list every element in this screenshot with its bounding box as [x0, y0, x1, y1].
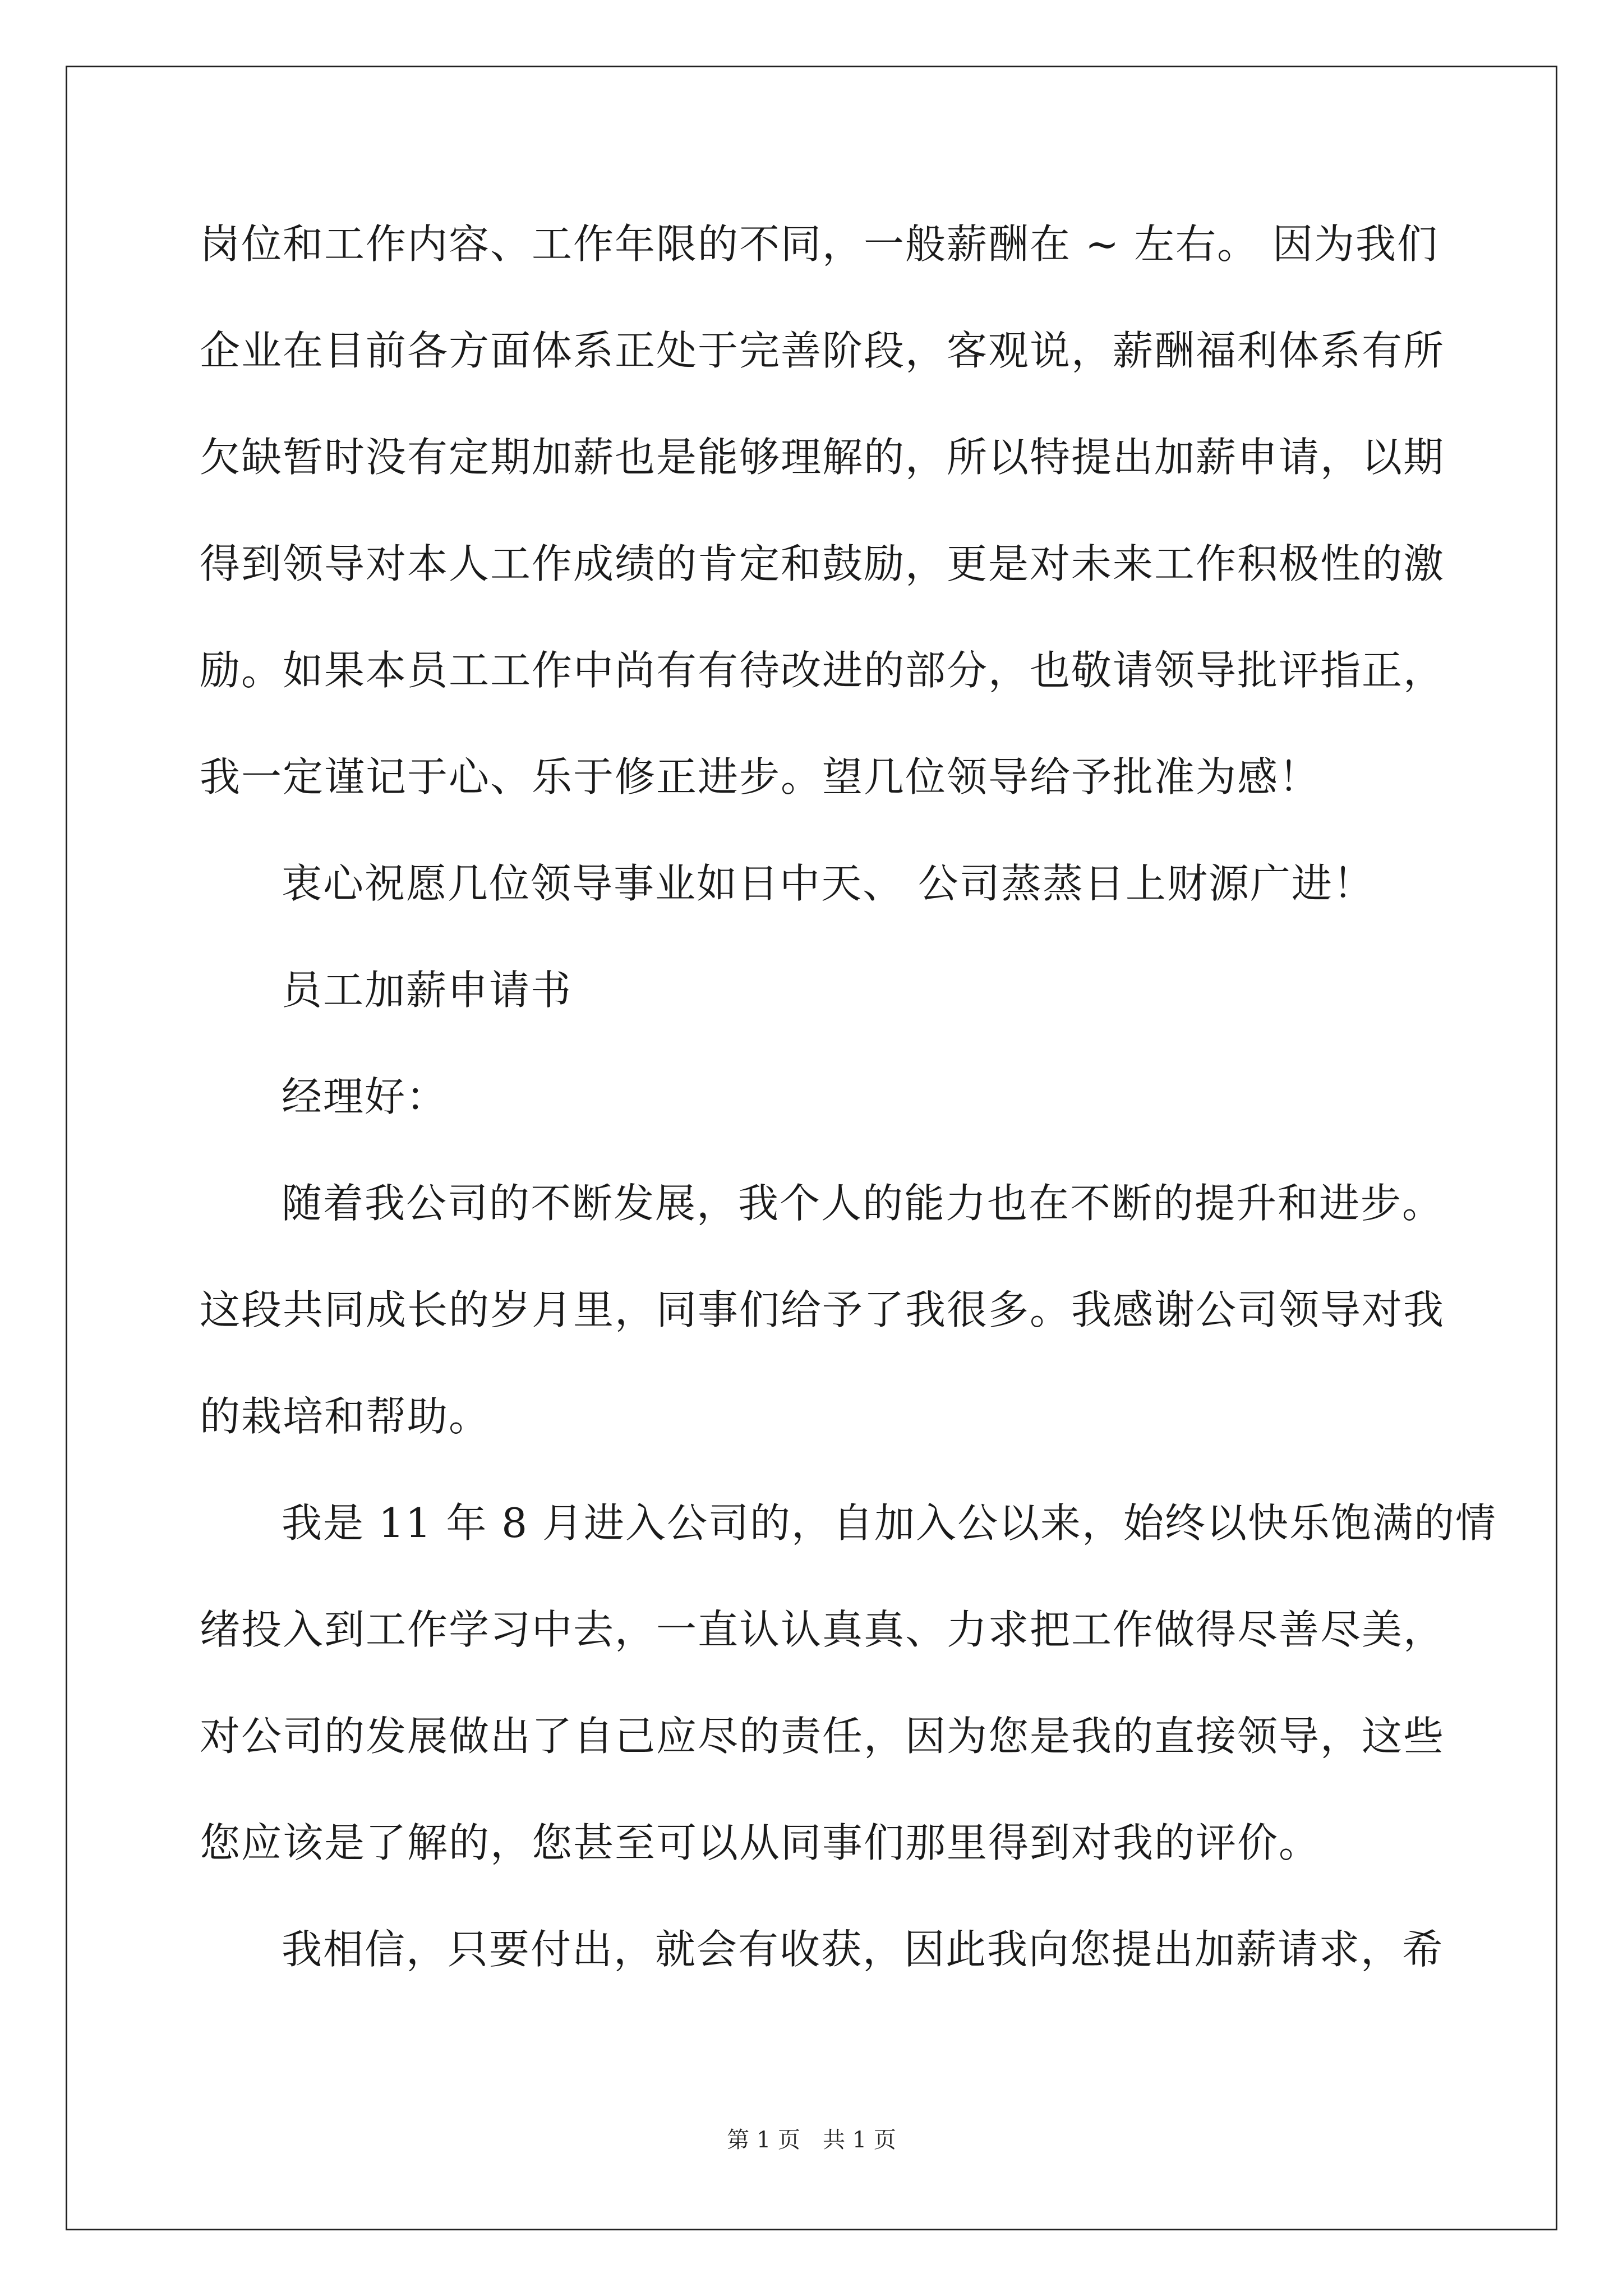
text-line: 的栽培和帮助。 [200, 1393, 491, 1440]
text-line: 这段共同成长的岁月里，同事们给予了我很多。我感谢公司领导对我 [200, 1286, 1445, 1333]
text-line: 衷心祝愿几位领导事业如日中天、 公司蒸蒸日上财源广进！ [282, 860, 1375, 907]
text-line: 随着我公司的不断发展，我个人的能力也在不断的提升和进步。 [282, 1180, 1444, 1227]
text-line: 岗位和工作内容、工作年限的不同，一般薪酬在 ~ 左右。 因为我们 [200, 220, 1438, 268]
text-line: 对公司的发展做出了自己应尽的责任，因为您是我的直接领导，这些 [200, 1713, 1445, 1760]
text-line: 绪投入到工作学习中去，一直认认真真、力求把工作做得尽善尽美， [200, 1606, 1445, 1653]
text-line: 我是 11 年 8 月进入公司的，自加入公以来，始终以快乐饱满的情 [282, 1499, 1497, 1547]
text-line: 您应该是了解的，您甚至可以从同事们那里得到对我的评价。 [200, 1819, 1321, 1866]
text-line: 我相信，只要付出，就会有收获，因此我向您提出加薪请求，希 [282, 1926, 1444, 1973]
page-footer [0, 2126, 1623, 2154]
page-number: 第 1 页 [727, 2127, 800, 2153]
page-border [66, 66, 1557, 2230]
text-line: 我一定谨记于心、乐于修正进步。望几位领导给予批准为感！ [200, 753, 1321, 800]
text-line: 得到领导对本人工作成绩的肯定和鼓励，更是对未来工作积极性的激 [200, 540, 1445, 587]
section-heading: 员工加薪申请书 [282, 967, 573, 1014]
text-line: 励。如果本员工工作中尚有有待改进的部分，也敬请领导批评指正， [200, 647, 1445, 694]
text-line: 企业在目前各方面体系正处于完善阶段，客观说，薪酬福利体系有所 [200, 327, 1445, 374]
salutation: 经理好： [282, 1073, 448, 1120]
text-line: 欠缺暂时没有定期加薪也是能够理解的，所以特提出加薪申请，以期 [200, 434, 1445, 481]
page-total: 共 1 页 [823, 2127, 896, 2153]
